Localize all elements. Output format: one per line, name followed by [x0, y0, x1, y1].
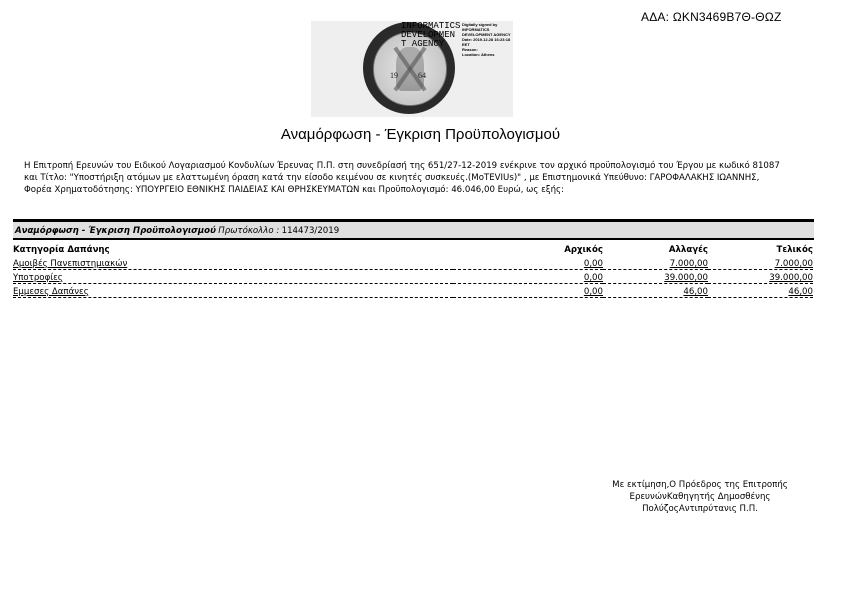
row-initial: 0,00 — [583, 287, 603, 297]
budget-table — [13, 243, 813, 298]
table-row — [13, 256, 813, 270]
seal-year-right: 64 — [418, 71, 426, 80]
signature-block — [585, 479, 815, 515]
digital-signature-stamp — [401, 22, 460, 49]
stamp-detail-line: Reason: — [462, 47, 478, 52]
stamp-detail-line: EET — [462, 42, 470, 47]
header-category: Κατηγορία Δαπάνης — [13, 244, 110, 255]
stamp-line: T AGENCY — [401, 39, 445, 49]
row-category: Εμμεσες Δαπάνες — [13, 287, 89, 297]
row-final: 46,00 — [788, 287, 813, 297]
section-header-band — [13, 222, 814, 238]
protocol-number: 114473/2019 — [281, 226, 340, 236]
intro-line: και Τίτλο: "Υποστήριξη ατόμων με ελαττωμένη όραση κατά την είσοδο κειμένου σε κινητές συσκευές.(MoTEVIUs)" , με Επιστημονικά Υπεύθυνο: ΓΑΡΟΦΑΛΑΚΗΣ ΙΩΑΝΝΗΣ, — [24, 173, 760, 183]
intro-line: Φορέα Χρηματοδότησης: ΥΠΟΥΡΓΕΙΟ ΕΘΝΙΚΗΣ ΠΑΙΔΕΙΑΣ ΚΑΙ ΘΡΗΣΚΕΥΜΑΤΩΝ και Προϋπολογισμό: 46.046,00 Ευρώ, ως εξής: — [24, 185, 564, 195]
protocol-label: Πρωτόκολλο : — [218, 226, 280, 236]
stamp-detail-line: INFORMATICS — [462, 27, 490, 32]
signature-line: Με εκτίμηση,Ο Πρόεδρος της Επιτροπής — [612, 480, 788, 490]
row-category: Αμοιβές Πανεπιστημιακών — [13, 259, 128, 269]
table-header-row — [13, 243, 813, 256]
signature-line: ΠολύζοςΑντιπρύτανις Π.Π. — [642, 504, 758, 514]
row-final: 7.000,00 — [774, 259, 813, 269]
stamp-detail-line: Date: 2019.12.28 16:23:18 — [462, 37, 511, 42]
header-changes: Αλλαγές — [668, 244, 708, 255]
intro-paragraph — [24, 160, 824, 196]
header-final: Τελικός — [776, 244, 813, 255]
ada-code: ΑΔΑ: ΩΚΝ3469Β7Θ-ΘΩΖ — [641, 10, 782, 24]
stamp-line: INFORMATICS — [401, 21, 461, 31]
row-changes: 39.000,00 — [664, 273, 708, 283]
table-row — [13, 270, 813, 284]
row-initial: 0,00 — [583, 273, 603, 283]
digital-signature-details — [462, 22, 511, 57]
stamp-line: DEVELOPMEN — [401, 30, 456, 40]
stamp-detail-line: DEVELOPMENT AGENCY — [462, 32, 511, 37]
header-initial: Αρχικός — [564, 244, 603, 255]
row-final: 39.000,00 — [769, 273, 813, 283]
section-title: Αναμόρφωση - Έγκριση Προϋπολογισμού — [15, 226, 216, 236]
row-initial: 0,00 — [583, 259, 603, 269]
row-changes: 7.000,00 — [669, 259, 708, 269]
seal-year-left: 19 — [390, 71, 398, 80]
stamp-detail-line: Location: Athens — [462, 52, 495, 57]
row-changes: 46,00 — [683, 287, 708, 297]
section-bottom-rule — [13, 238, 814, 240]
signature-line: ΕρευνώνΚαθηγητής Δημοσθένης — [629, 492, 771, 502]
table-row — [13, 284, 813, 298]
row-category: Υποτροφίες — [13, 273, 63, 283]
stamp-detail-line: Digitally signed by — [462, 22, 498, 27]
intro-line: Η Επιτροπή Ερευνών του Ειδικού Λογαριασμού Κονδυλίων Έρευνας Π.Π. στη συνεδρίασή της 651/27-12-2019 ενέκρινε τον αρχικό προϋπολογισμό του Έργου με κωδικό 81087 — [24, 161, 780, 171]
page-title: Αναμόρφωση - Έγκριση Προϋπολογισμού — [280, 126, 561, 143]
